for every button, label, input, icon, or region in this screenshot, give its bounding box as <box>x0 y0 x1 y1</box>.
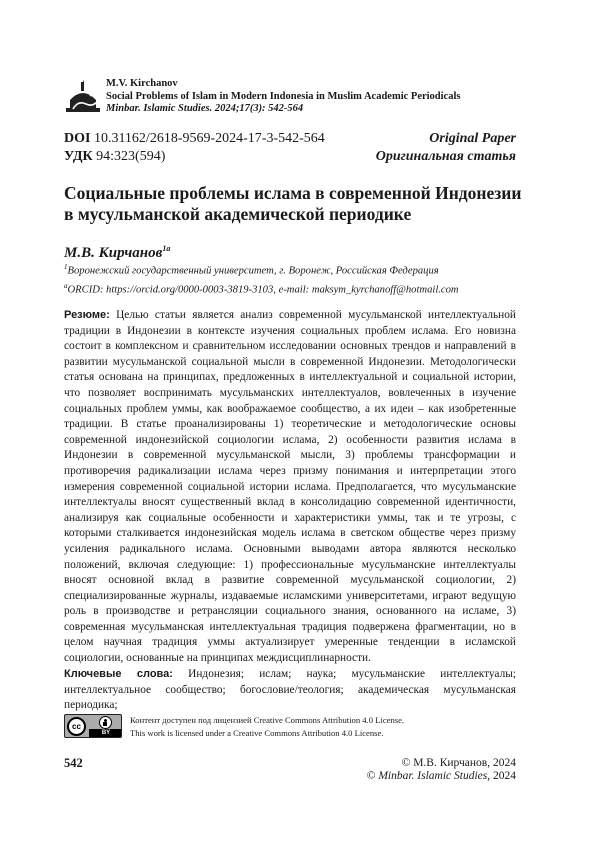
person-icon <box>99 716 112 729</box>
orcid-line[interactable]: $^а$ORCID: https://orcid.org/0000-0003-3819-3103, e-mail: maksym_kyrchanoff@hotmail.com <box>64 281 459 296</box>
udk-value: 94:323(594) <box>96 149 166 164</box>
keywords <box>64 667 516 714</box>
doi-row <box>64 130 516 148</box>
mosque-logo-icon <box>64 78 102 116</box>
keywords-label: Ключевые слова: <box>64 668 173 680</box>
article-meta <box>64 130 516 166</box>
license-line-en: This work is licensed under a Creative Commons Attribution 4.0 License. <box>130 727 384 738</box>
header-article-title: Social Problems of Islam in Modern Indonesia in Muslim Academic Periodicals <box>106 90 461 102</box>
copyright <box>367 757 516 783</box>
header-author: M.V. Kirchanov <box>106 78 178 89</box>
keywords-text: Индонезия; ислам; наука; мусульманские интеллектуалы; интеллектуальное сообщество; богословие/теология; академическая мусульманская периодика; <box>64 668 516 712</box>
paper-type-en: Original Paper <box>429 131 516 146</box>
by-label: BY <box>101 730 111 736</box>
header-journal-citation: Minbar. Islamic Studies. 2024;17(3): 542-564 <box>106 103 304 114</box>
cc-by-license-icon[interactable] <box>64 714 122 738</box>
page-number: 542 <box>64 756 83 770</box>
copyright-journal-line: © Minbar. Islamic Studies, 2024 <box>366 770 516 782</box>
author-name: М.В. Кирчанов <box>64 245 163 261</box>
udk-row <box>64 148 516 166</box>
license-block <box>64 714 524 740</box>
abstract-label: Резюме: <box>64 309 110 321</box>
license-text <box>130 714 530 739</box>
article-title: Социальные проблемы ислама в современной Индонезии в мусульманской академической периодике <box>64 183 522 224</box>
affiliations <box>64 260 534 297</box>
affiliation-line: $^1$Воронежский государственный университет, г. Воронеж, Российская Федерация <box>64 263 439 277</box>
doi-label: DOI <box>64 131 91 146</box>
page-footer <box>64 757 516 787</box>
udk-label: УДК <box>64 149 93 164</box>
author-line <box>64 240 524 262</box>
copyright-author: © М.В. Кирчанов, 2024 <box>401 757 516 769</box>
paper-type-ru: Оригинальная статья <box>375 149 516 164</box>
abstract <box>64 308 516 667</box>
author-superscript: 1а <box>162 244 171 253</box>
abstract-text: Целью статьи является анализ современной мусульманской интеллектуальной традиции в Индонезии в контексте изучения социальных проблем ислама. Его новизна состоит в комплексном и сравнительном исследовании основных трендов и направлений в развитии мусульманской социальной мысли в современной Индонезии. Методологически статья основана на принципах, предложенных в интеллектуальной и социальной истории, что позволяет воспринимать мусульманских интеллектуалов, вовлеченных в изучение социальных проблем уммы, как воображаемое сообщество, а их идеи – как изобретенные традиции. В статье проанализированы 1) теоретические и методологические основы современной индонезийской социологии ислама, 2) особенности развития ислама в Индонезии в современной мусульманской мысли, 3) проблемы трансформации и противоречия радикализации ислама через призму понимания и интерпретации этого измерения современной социальной истории ислама. Предполагается, что мусульманские интеллектуалы вносят существенный вклад в консолидацию современной идентичности, анализируя как социальные особенности и характеристики уммы, так и те угрозы, с которыми сталкивается индонезийская модель ислама в светском обществе через призму усиления радикального ислама. Основными выводами автора являются несколько положений, включая следующие: 1) профессиональные мусульманские интеллектуалы вносят основной вклад в развитие современной мусульманской социологии, 2) специализированные журналы, издаваемые исламскими университетами, играют ведущую роль в производстве и ретрансляции социального знания, основанного на исламе, 3) современная мусульманская интеллектуальная традиция подвержена фрагментации, но в целом научная традиция уммы актуализирует умеренные тенденции в исламской социологии, основанные на принципах междисциплинарности. <box>64 309 516 665</box>
license-line-ru: Контент доступен под лицензией Creative Commons Attribution 4.0 License. <box>130 715 405 725</box>
doi-value[interactable]: 10.31162/2618-9569-2024-17-3-542-564 <box>93 131 325 146</box>
copyright-journal: Minbar. Islamic Studies <box>378 770 488 782</box>
cc-icon: cc <box>67 717 86 736</box>
running-header <box>64 78 544 118</box>
